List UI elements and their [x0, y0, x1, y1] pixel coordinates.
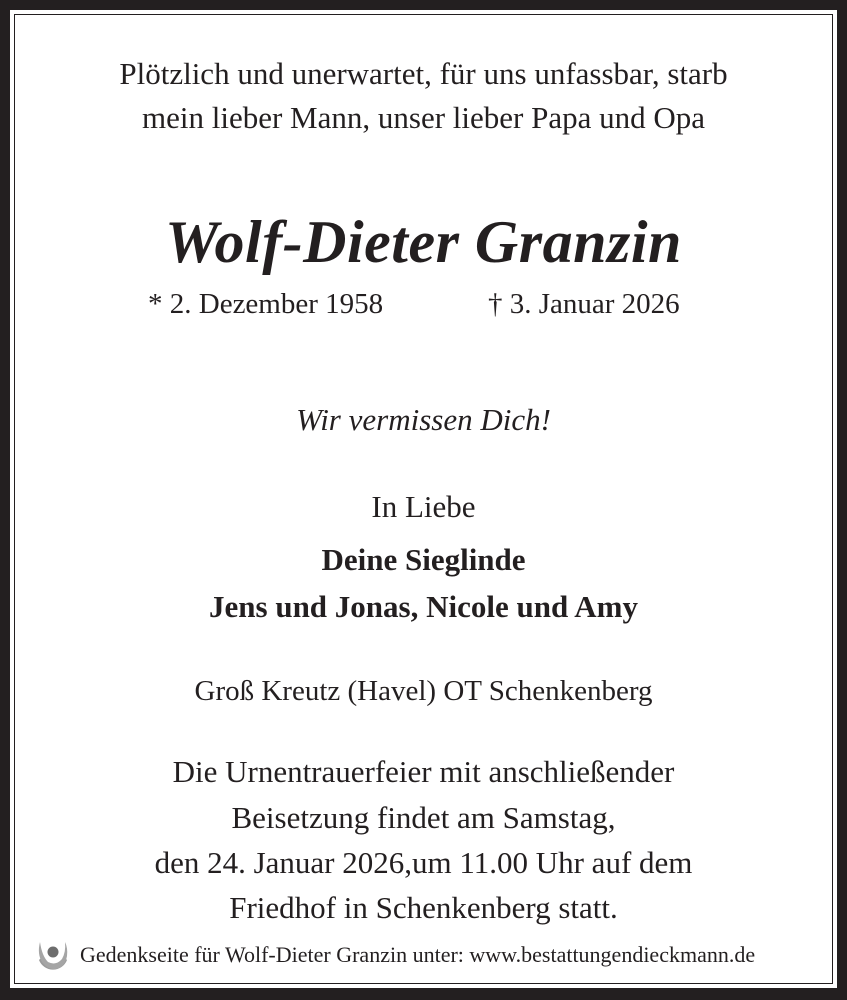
ceremony-line-2: Beisetzung findet am Samstag,	[231, 800, 616, 835]
intro-line-1: Plötzlich und unerwartet, für uns unfassbar, starb	[119, 56, 728, 91]
place: Groß Kreutz (Havel) OT Schenkenberg	[194, 675, 653, 707]
footer	[36, 938, 755, 972]
family-line-1: Deine Sieglinde	[321, 542, 526, 577]
deceased-name: Wolf-Dieter Granzin	[165, 209, 682, 275]
birth-date: * 2. Dezember 1958	[148, 288, 384, 320]
ceremony-line-1: Die Urnentrauerfeier mit anschließender	[172, 754, 675, 789]
memorial-page-text: Gedenkseite für Wolf-Dieter Granzin unter: www.bestattungendieckmann.de	[80, 942, 756, 967]
in-love: In Liebe	[371, 489, 476, 524]
ceremony-line-4: Friedhof in Schenkenberg statt.	[229, 890, 618, 925]
ceremony-line-3: den 24. Januar 2026,um 11.00 Uhr auf dem	[154, 845, 693, 880]
funeral-home-logo-icon	[36, 938, 70, 972]
quote: Wir vermissen Dich!	[296, 402, 551, 437]
intro-line-2: mein lieber Mann, unser lieber Papa und Opa	[142, 100, 705, 135]
death-date: † 3. Januar 2026	[488, 288, 680, 320]
family-line-2: Jens und Jonas, Nicole und Amy	[209, 589, 638, 624]
